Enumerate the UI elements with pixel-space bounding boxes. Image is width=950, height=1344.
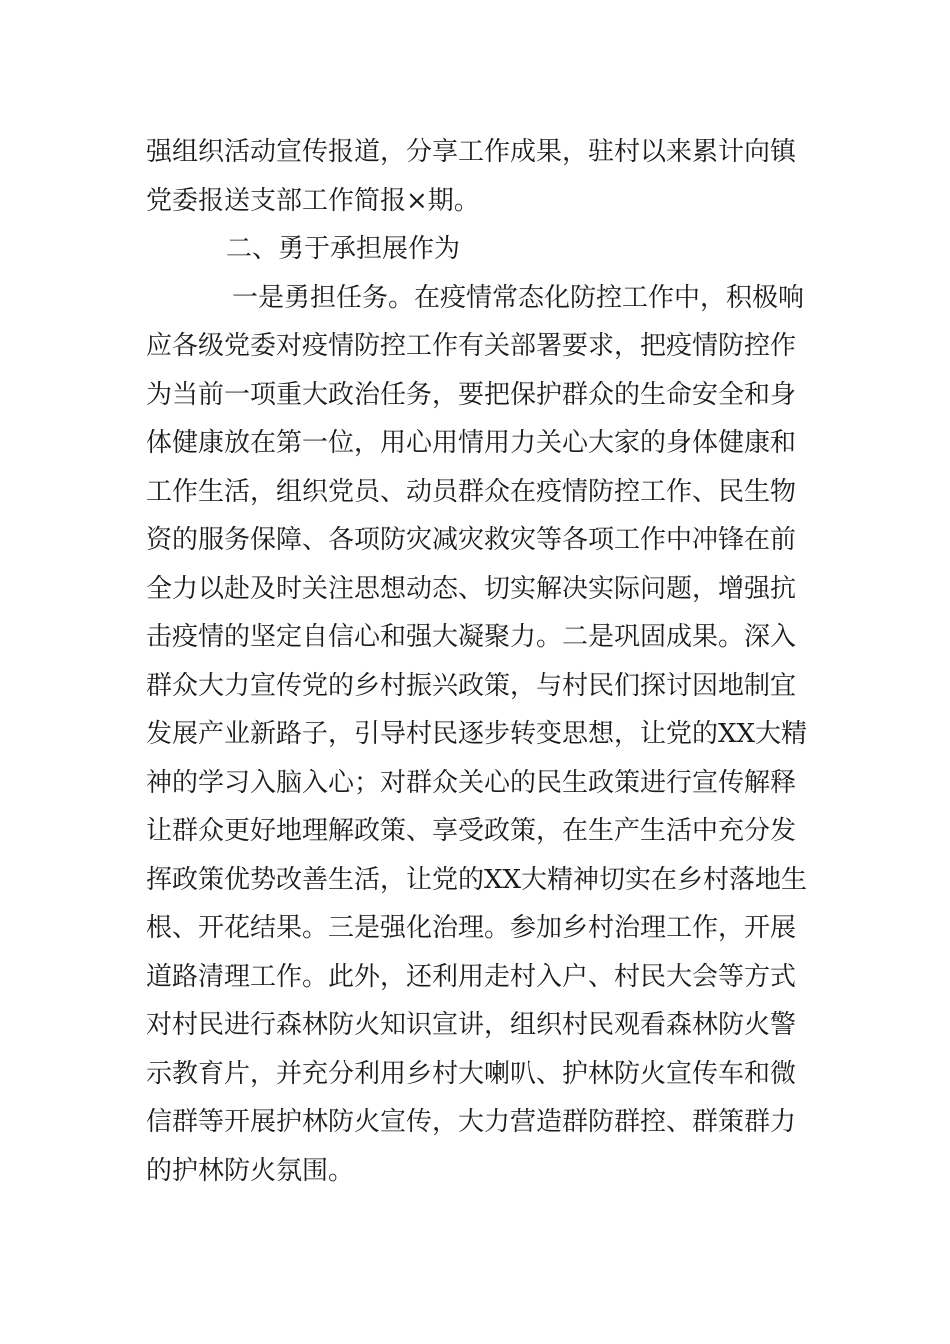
- paragraph-line: 根、开花结果。三是强化治理。参加乡村治理工作，开展: [146, 913, 797, 943]
- continuation-line: 党委报送支部工作简报×期。: [146, 185, 480, 216]
- continuation-line: 强组织活动宣传报道，分享工作成果，驻村以来累计向镇: [146, 137, 797, 167]
- paragraph-last-line: 的护林防火氛围。: [146, 1155, 355, 1186]
- paragraph-line: 工作生活，组织党员、动员群众在疫情防控工作、民生物: [146, 476, 797, 507]
- paragraph-line: 示教育片，并充分利用乡村大喇叭、护林防火宣传车和微: [146, 1058, 797, 1089]
- paragraph-line: 让群众更好地理解政策、享受政策，在生产生活中充分发: [146, 816, 797, 846]
- paragraph-line: 对村民进行森林防火知识宣讲，组织村民观看森林防火警: [146, 1010, 797, 1040]
- paragraph-line: 体健康放在第一位，用心用情用力关心大家的身体健康和: [146, 428, 797, 458]
- paragraph-line: 资的服务保障、各项防灾减灾救灾等各项工作中冲锋在前: [146, 525, 797, 555]
- section-heading: 二、勇于承担展作为: [226, 234, 461, 264]
- paragraph-line: 群众大力宣传党的乡村振兴政策，与村民们探讨因地制宜: [146, 670, 797, 701]
- document-body: [146, 128, 816, 1195]
- paragraph-line: 挥政策优势改善生活，让党的XX大精神切实在乡村落地生: [146, 864, 808, 895]
- paragraph-line: 神的学习入脑入心；对群众关心的民生政策进行宣传解释: [146, 767, 797, 798]
- paragraph-line: 为当前一项重大政治任务，要把保护群众的生命安全和身: [146, 379, 797, 410]
- paragraph-line: 道路清理工作。此外，还利用走村入户、村民大会等方式: [146, 961, 797, 992]
- paragraph-first-line: 一是勇担任务。在疫情常态化防控工作中，积极响: [232, 282, 805, 313]
- paragraph-line: 信群等开展护林防火宣传，大力营造群防群控、群策群力: [146, 1107, 797, 1137]
- paragraph-line: 发展产业新路子，引导村民逐步转变思想，让党的XX大精: [146, 719, 808, 749]
- paragraph-line: 击疫情的坚定自信心和强大凝聚力。二是巩固成果。深入: [146, 622, 797, 652]
- paragraph-line: 全力以赴及时关注思想动态、切实解决实际问题，增强抗: [146, 573, 797, 604]
- paragraph-line: 应各级党委对疫情防控工作有关部署要求，把疫情防控作: [146, 331, 797, 361]
